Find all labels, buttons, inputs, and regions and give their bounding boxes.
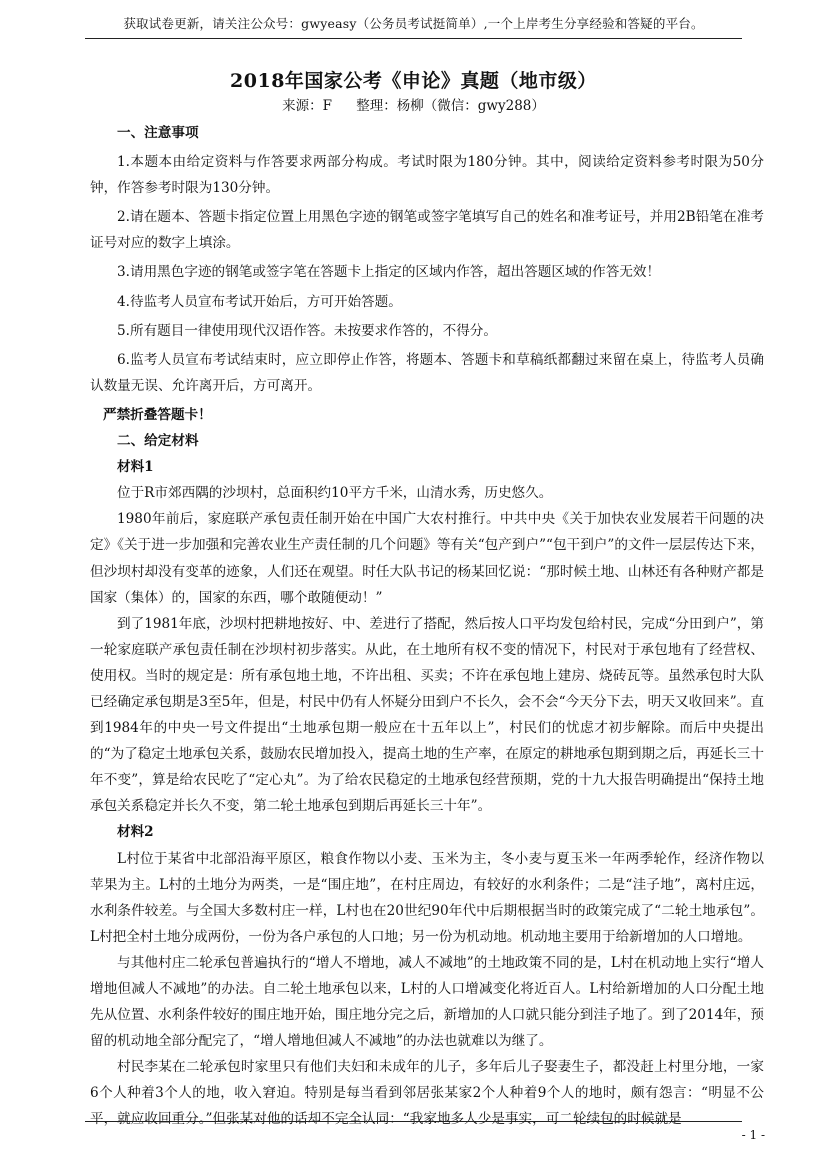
header-divider — [85, 38, 742, 39]
material-2-paragraph: L村位于某省中北部沿海平原区，粮食作物以小麦、玉米为主，冬小麦与夏玉米一年两季轮作，经济作物以苹果为主。L村的土地分为两类，一是“围庄地”，在村庄周边，有较好的水利条件；二是“洼子地”，离村庄远，水利条件较差。与全国大多数村庄一样，L村也在20世纪90年代中后期根据当时的政策完成了“二轮土地承包”。L村把全村土地分成两份，一份为各户承包的人口地；另一份为机动地。机动地主要用于给新增加的人口增地。 — [90, 850, 764, 945]
page-number: - 1 - — [741, 1128, 765, 1142]
note-item: 6.监考人员宣布考试结束时，应立即停止作答，将题本、答题卡和草稿纸都翻过来留在桌上，待监考人员确认数量无误、允许离开后，方可离开。 — [90, 351, 764, 394]
note-item: 2.请在题本、答题卡指定位置上用黑色字迹的钢笔或签字笔填写自己的姓名和准考证号，并用2B铅笔在准考证号对应的数字上填涂。 — [90, 209, 764, 252]
material-1-paragraph: 到了1981年底，沙坝村把耕地按好、中、差进行了搭配，然后按人口平均发包给村民，完成“分田到户”，第一轮家庭联产承包责任制在沙坝村初步落实。从此，在土地所有权不变的情况下，村民对于承包地有了经营权、使用权。当时的规定是：所有承包地土地，不许出租、买卖；不许在承包地上建房、烧砖瓦等。虽然承包时大队已经确定承包期是3至5年，但是，村民中仍有人怀疑分田到户不长久，会不会“今天分下去，明天又收回来”。直到1984年的中央一号文件提出“土地承包期一般应在十五年以上”，村民们的忧虑才初步解除。而后中央提出的“为了稳定土地承包关系，鼓励农民增加投入，提高土地的生产率，在原定的耕地承包期到期之后，再延长三十年不变”，算是给农民吃了“定心丸”。为了给农民稳定的土地承包经营预期，党的十九大报告明确提出“保持土地承包关系稳定并长久不变，第二轮土地承包到期后再延长三十年”。 — [90, 615, 764, 815]
section-heading-materials: 二、给定材料 — [117, 433, 199, 450]
document-subtitle — [0, 94, 827, 114]
page-header-notice: 获取试卷更新，请关注公众号：gwyeasy（公务员考试挺简单）,一个上岸考生分享经验和答疑的平台。 — [123, 16, 704, 31]
material-2-paragraph: 与其他村庄二轮承包普遍执行的“增人不增地，减人不减地”的土地政策不同的是，L村在机动地上实行“增人增地但减人不减地”的办法。自二轮土地承包以来，L村的人口增减变化将近百人。L村给新增加的人口分配土地先从位置、水利条件较好的围庄地开始，围庄地分完之后，新增加的人口就只能分到洼子地了。到了2014年，预留的机动地全部分配完了，“增人增地但减人不减地”的办法也就难以为继了。 — [90, 954, 764, 1050]
material-2-label: 材料2 — [117, 824, 154, 841]
note-item: 5.所有题目一律使用现代汉语作答。未按要求作答的，不得分。 — [117, 322, 497, 339]
material-1-paragraph: 位于R市郊西隅的沙坝村，总面积约10平方千米，山清水秀，历史悠久。 — [117, 485, 553, 502]
section-heading-notes: 一、注意事项 — [117, 125, 199, 141]
note-item: 1.本题本由给定资料与作答要求两部分构成。考试时限为180分钟。其中，阅读给定资料参考时限为50分钟，作答参考时限为130分钟。 — [90, 154, 764, 197]
footer-divider — [85, 1121, 742, 1122]
source-label: 来源：F — [282, 98, 332, 114]
note-item: 4.待监考人员宣布考试开始后，方可开始答题。 — [117, 293, 402, 310]
document-title: 2018年国家公考《申论》真题（地市级） — [230, 70, 597, 92]
warning-text: 严禁折叠答题卡！ — [103, 406, 212, 423]
note-item: 3.请用黑色字迹的钢笔或签字笔在答题卡上指定的区域内作答，超出答题区域的作答无效！ — [117, 264, 661, 281]
material-1-paragraph: 1980年前后，家庭联产承包责任制开始在中国广大农村推行。中共中央《关于加快农业发展若干问题的决定》《关于进一步加强和完善农业生产责任制的几个问题》等有关“包产到户”“包干到户”的文件一层层传达下来，但沙坝村却没有变革的迹象，人们还在观望。时任大队书记的杨某回忆说：“那时候土地、山林还有各种财产都是国家（集体）的，国家的东西，哪个敢随便动！” — [90, 511, 764, 606]
material-1-label: 材料1 — [117, 459, 154, 476]
document-body — [90, 120, 764, 1133]
material-2-paragraph: 村民李某在二轮承包时家里只有他们夫妇和未成年的儿子，多年后儿子娶妻生子，都没赶上村里分地，一家6个人种着3个人的地，收入窘迫。特别是每当看到邻居张某家2个人种着9个人的地时，颇有怨言：“明显不公平，就应收回重分。”但张某对他的话却不完全认同：“我家地多人少是事实，可二轮续包的时候就是 — [90, 1059, 764, 1128]
editor-label: 整理：杨柳（微信：gwy288） — [356, 98, 545, 114]
